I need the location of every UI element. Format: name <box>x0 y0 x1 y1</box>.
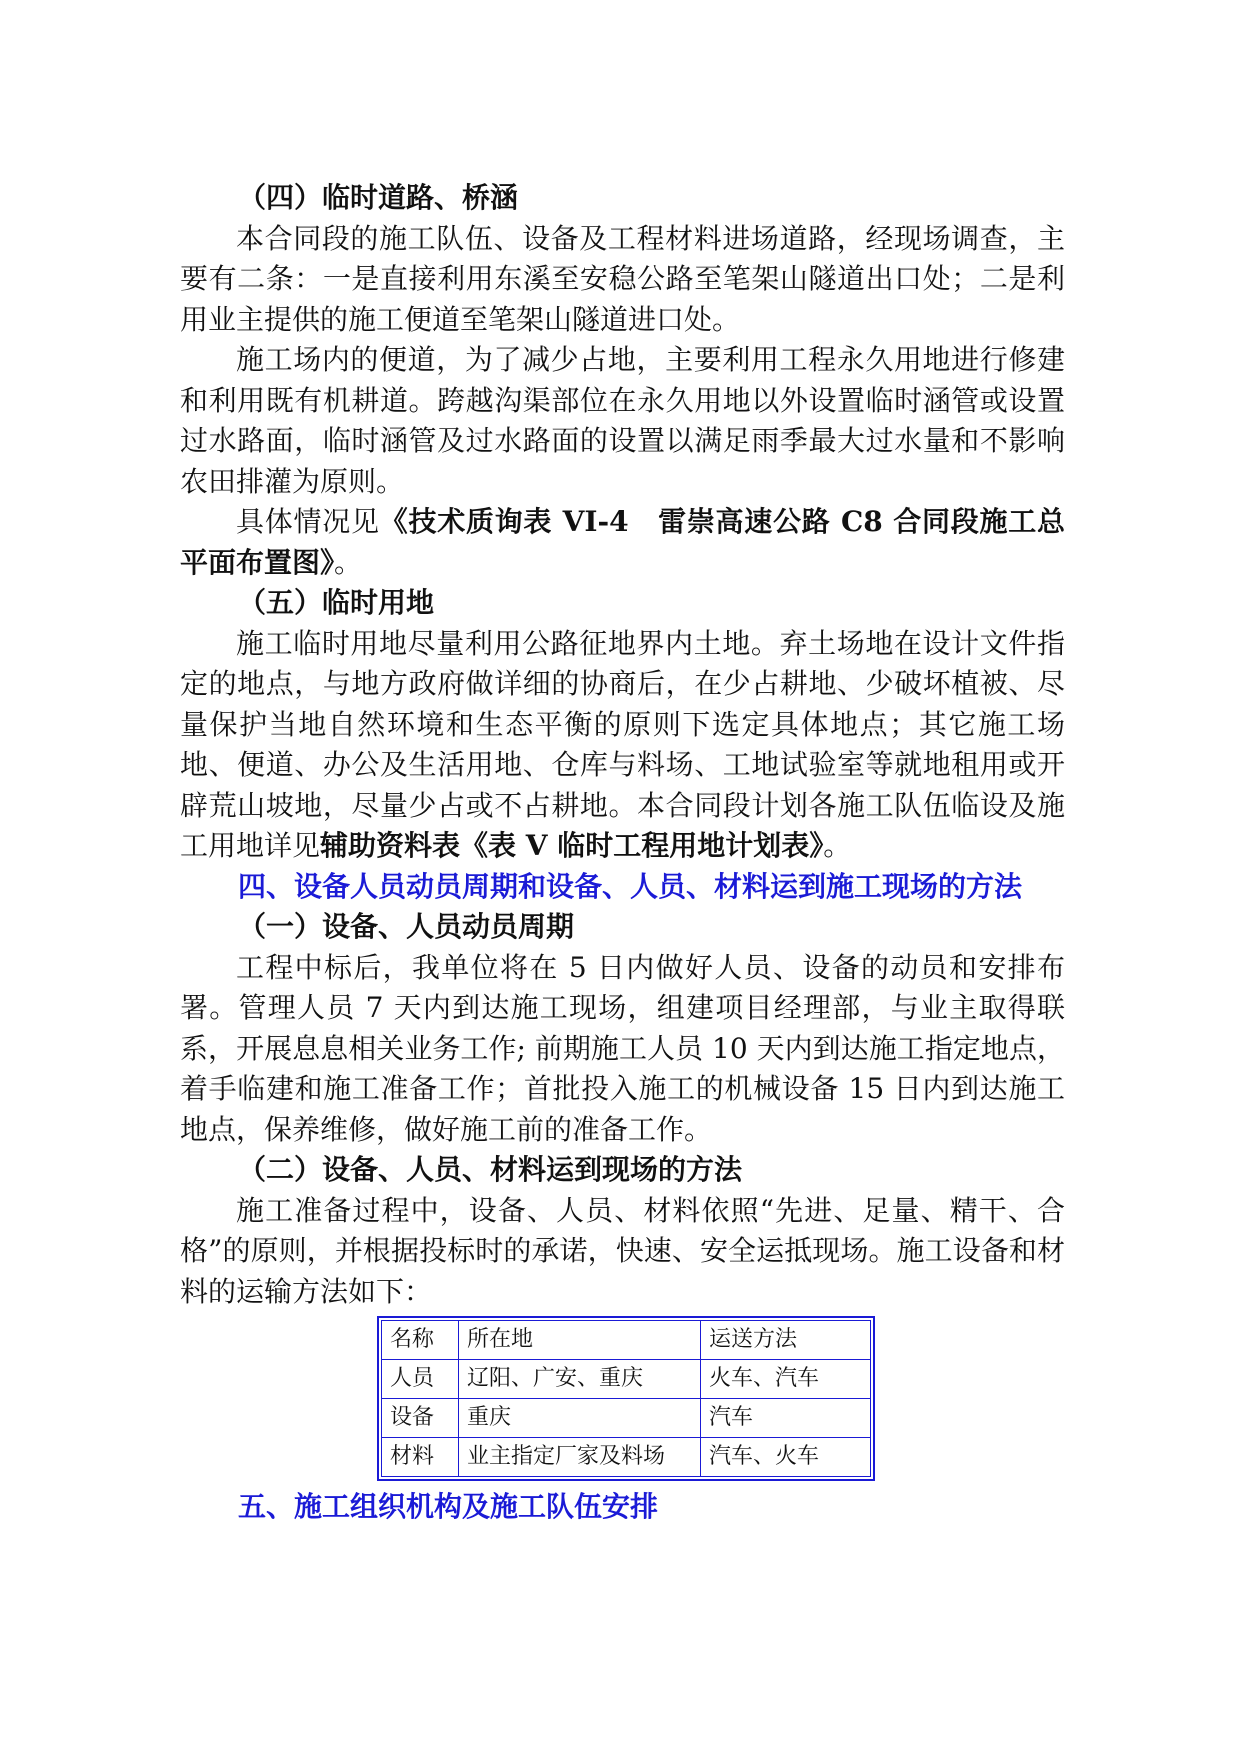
paragraph-layout-reference <box>180 502 1065 583</box>
reference-land-plan-table: 辅助资料表《表 V 临时工程用地计划表》 <box>320 829 824 862</box>
section-heading-transport-method: （二）设备、人员、材料运到现场的方法 <box>238 1153 743 1186</box>
paragraph-temporary-land <box>180 624 1065 867</box>
table-row <box>382 1438 871 1477</box>
table-row <box>382 1360 871 1399</box>
header-cell-name: 名称 <box>382 1321 459 1360</box>
paragraph-site-roads: 施工场内的便道，为了减少占地，主要利用工程永久用地进行修建和利用既有机耕道。跨越沟渠部位在永久用地以外设置临时涵管或设置过水路面，临时涵管及过水路面的设置以满足雨季最大过水量和不影响农田排灌为原则。 <box>180 343 1065 498</box>
table-cell: 辽阳、广安、重庆 <box>459 1360 701 1399</box>
table-cell: 设备 <box>382 1399 459 1438</box>
section-heading-temporary-land: （五）临时用地 <box>238 586 435 619</box>
table-cell: 材料 <box>382 1438 459 1477</box>
table-cell: 业主指定厂家及料场 <box>459 1438 701 1477</box>
chapter-heading-mobilization: 四、设备人员动员周期和设备、人员、材料运到施工现场的方法 <box>238 869 1023 903</box>
table-cell: 重庆 <box>459 1399 701 1438</box>
table-cell: 汽车 <box>701 1399 871 1438</box>
paragraph-access-roads: 本合同段的施工队伍、设备及工程材料进场道路，经现场调查，主要有二条：一是直接利用东溪至安稳公路至笔架山隧道出口处；二是利用业主提供的施工便道至笔架山隧道进口处。 <box>180 221 1065 336</box>
land-text-suffix: 。 <box>823 829 852 862</box>
transport-table-frame <box>377 1316 875 1481</box>
reference-prefix: 具体情况见 <box>236 505 380 538</box>
header-cell-location: 所在地 <box>459 1321 701 1360</box>
paragraph-transport-method: 施工准备过程中，设备、人员、材料依照“先进、足量、精干、合格”的原则，并根据投标时的承诺，快速、安全运抵现场。施工设备和材料的运输方法如下： <box>180 1193 1065 1308</box>
paragraph-mobilization-period: 工程中标后，我单位将在 5 日内做好人员、设备的动员和安排布署。管理人员 7 天内到达施工现场，组建项目经理部，与业主取得联系，开展息息相关业务工作; 前期施工人员 10 天内到达施工指定地点，着手临建和施工准备工作；首批投入施工的机械设备 15 日内到达施工地点，保养维修，做好施工前的准备工作。 <box>180 950 1065 1146</box>
table-cell: 火车、汽车 <box>701 1360 871 1399</box>
table-header-row <box>382 1321 871 1360</box>
section-heading-mobilization-period: （一）设备、人员动员周期 <box>238 910 575 943</box>
reference-layout-drawing: 《技术质询表 VI-4 雷崇高速公路 C8 合同段施工总平面布置图》 <box>180 505 1065 579</box>
document-page <box>180 178 1065 1528</box>
table-row <box>382 1399 871 1438</box>
table-cell: 汽车、火车 <box>701 1438 871 1477</box>
table-cell: 人员 <box>382 1360 459 1399</box>
chapter-heading-organization: 五、施工组织机构及施工队伍安排 <box>238 1490 659 1523</box>
section-heading-temporary-roads: （四）临时道路、桥涵 <box>238 181 519 214</box>
header-cell-method: 运送方法 <box>701 1321 871 1360</box>
land-text: 施工临时用地尽量利用公路征地界内土地。弃土场地在设计文件指定的地点，与地方政府做详细的协商后，在少占耕地、少破坏植被、尽量保护当地自然环境和生态平衡的原则下选定具体地点；其它施工场地、便道、办公及生活用地、仓库与料场、工地试验室等就地租用或开辟荒山坡地，尽量少占或不占耕地。本合同段计划各施工队伍临设及施工用地详见 <box>180 626 1065 862</box>
reference-suffix: 。 <box>334 545 363 579</box>
transport-table <box>381 1320 871 1477</box>
